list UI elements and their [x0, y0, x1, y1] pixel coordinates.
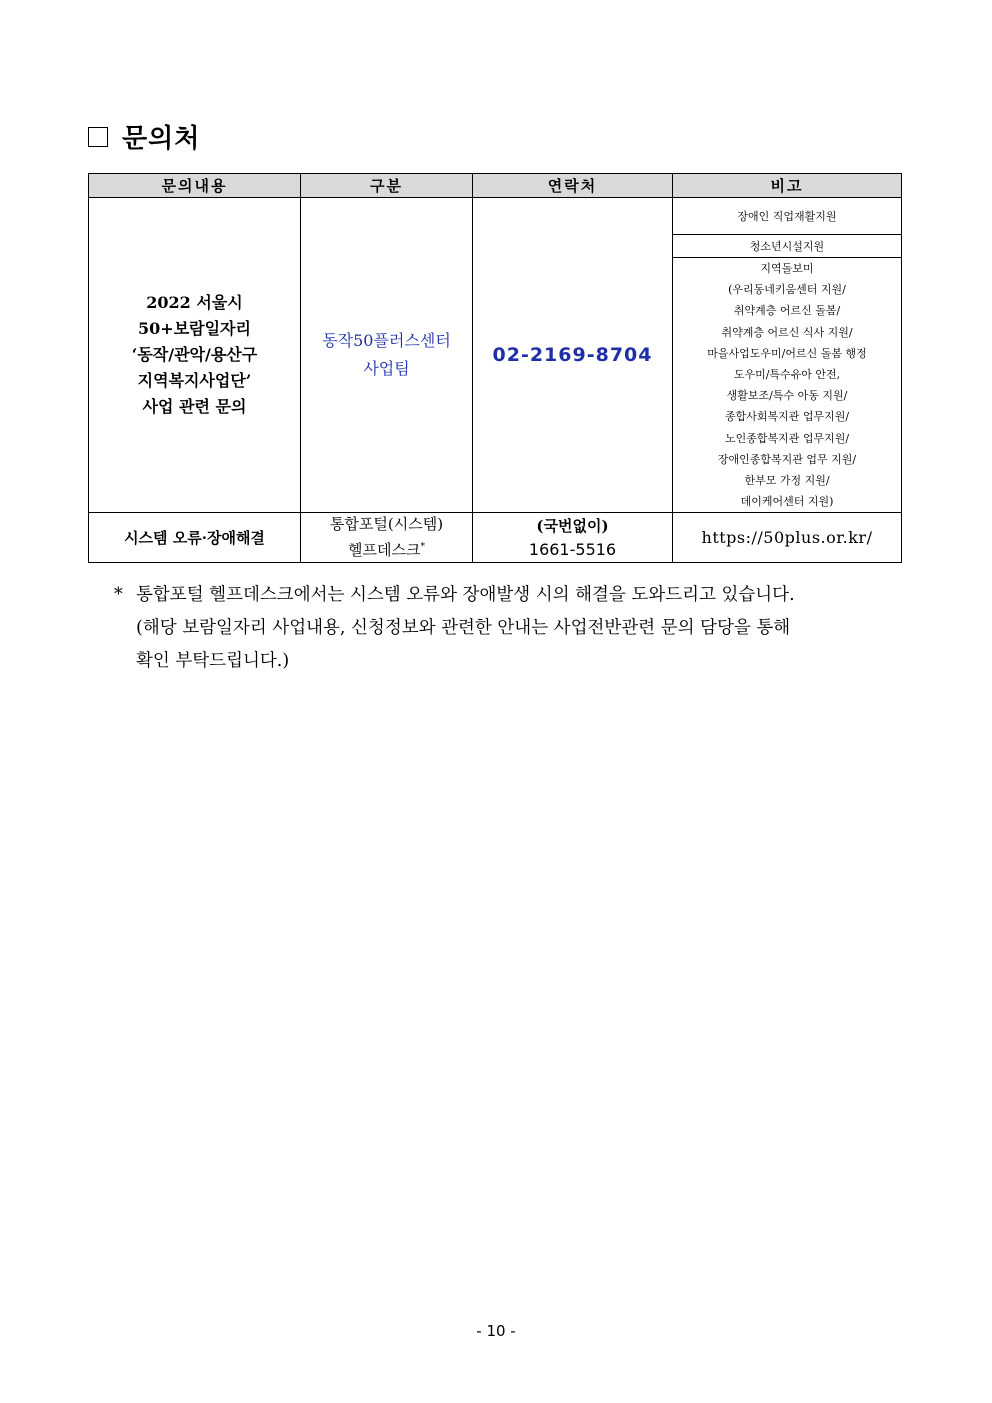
contact-table	[88, 173, 902, 563]
inquiry-line: 2022 서울시	[146, 293, 243, 313]
footnote-line: (해당 보람일자리 사업내용, 신청정보와 관련한 안내는 사업전반관련 문의 담당을 통해	[136, 618, 791, 638]
section-title: 문의처	[122, 124, 201, 154]
remark-line: 도우미/특수유아 안전,	[733, 368, 841, 382]
portal-line: 통합포털(시스템)	[329, 515, 444, 534]
remark-line: 장애인종합복지관 업무 지원/	[717, 452, 857, 466]
checkbox-square-icon	[88, 127, 108, 147]
remark-line: 마을사업도우미/어르신 돌봄 행정	[707, 346, 867, 360]
inquiry-line: 50+보람일자리	[138, 319, 251, 339]
remark-youth-facility: 청소년시설지원	[673, 235, 902, 258]
section-heading	[88, 118, 200, 155]
table-row	[89, 198, 902, 235]
footnote-line: 통합포털 헬프데스크에서는 시스템 오류와 장애발생 시의 해결을 도와드리고 있습니다.	[136, 585, 795, 605]
footnote-marker: *	[114, 585, 123, 605]
phone-number: 02-2169-8704	[473, 198, 673, 513]
table-row	[89, 513, 902, 563]
helpdesk-phone-cell	[473, 513, 673, 563]
page-number: - 10 -	[476, 1322, 516, 1340]
remark-line: 종합사회복지관 업무지원/	[724, 410, 850, 424]
remark-line: 데이케어센터 지원)	[740, 495, 834, 509]
department-line: 사업팀	[363, 359, 410, 379]
system-error-inquiry: 시스템 오류·장애해결	[89, 513, 301, 563]
inquiry-line: ‘동작/관악/용산구	[131, 345, 258, 365]
remark-line: 지역돌보미	[760, 262, 814, 275]
website-link[interactable]: https://50plus.or.kr/	[673, 513, 902, 563]
inquiry-cell	[89, 198, 301, 513]
table-header-row	[89, 174, 902, 198]
department-cell	[301, 198, 473, 513]
phone-note: (국번없이)	[536, 516, 609, 535]
header-remarks: 비고	[673, 174, 902, 198]
remark-line: 취약계층 어르신 식사 지원/	[721, 325, 853, 339]
remark-line: 생활보조/특수 아동 지원/	[726, 389, 848, 403]
portal-line	[301, 536, 472, 562]
remark-line: 노인종합복지관 업무지원/	[724, 431, 850, 445]
remark-line: 한부모 가정 지원/	[744, 474, 830, 488]
remark-community-care	[673, 258, 902, 513]
footnote-line: 확인 부탁드립니다.)	[136, 651, 290, 671]
department-line: 동작50플러스센터	[322, 331, 451, 351]
footnote	[114, 579, 904, 678]
footnote-mark: *	[420, 542, 425, 553]
helpdesk-phone: 1661-5516	[528, 539, 617, 559]
remark-line: 취약계층 어르신 돌봄/	[733, 304, 841, 318]
remark-line: (우리동네키움센터 지원/	[728, 283, 846, 297]
header-inquiry: 문의내용	[89, 174, 301, 198]
helpdesk-cell	[301, 513, 473, 563]
header-category: 구분	[301, 174, 473, 198]
inquiry-line: 사업 관련 문의	[142, 397, 247, 417]
helpdesk-label: 헬프데스크	[348, 541, 421, 560]
inquiry-line: 지역복지사업단’	[137, 371, 252, 391]
remark-disability-vocational: 장애인 직업재활지원	[673, 198, 902, 235]
header-contact: 연락처	[473, 174, 673, 198]
